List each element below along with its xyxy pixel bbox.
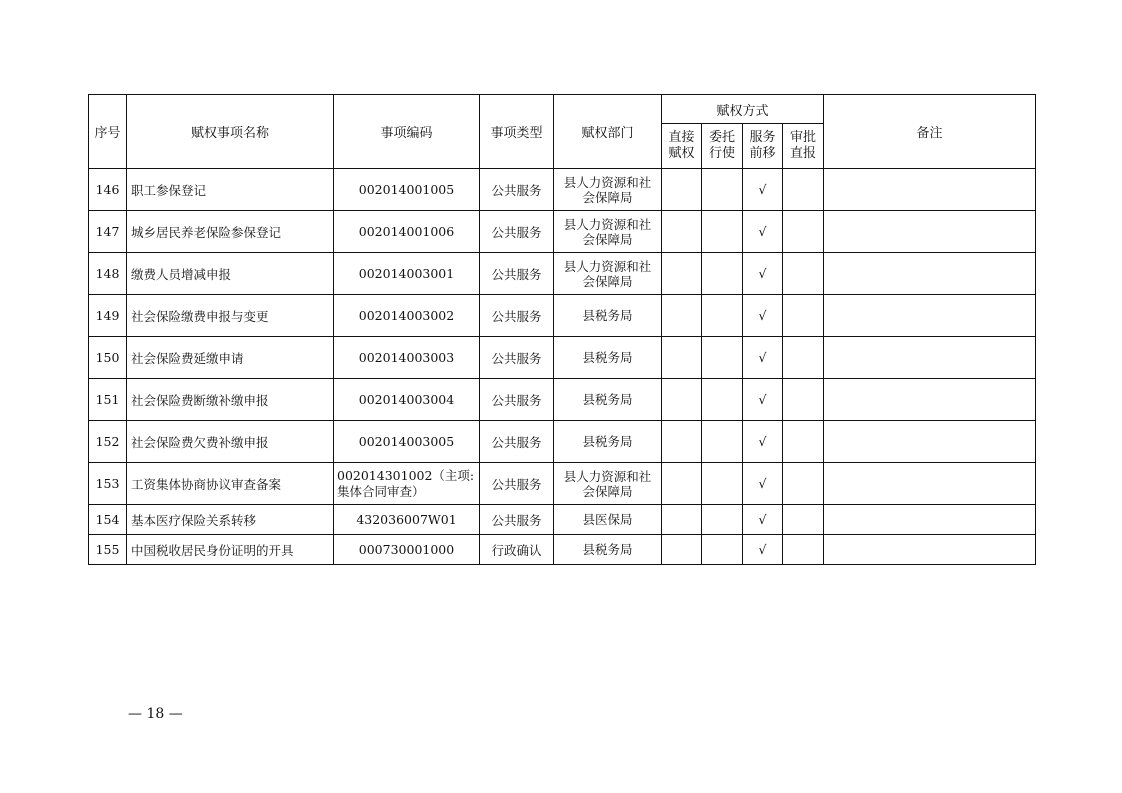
mode-mark <box>702 253 743 295</box>
header-mode: 赋权方式 <box>662 95 824 124</box>
mode-mark <box>783 295 824 337</box>
mode-mark: √ <box>743 253 783 295</box>
item-department: 县税务局 <box>554 337 662 379</box>
header-mode-sub: 审批 直报 <box>783 124 824 169</box>
item-note <box>824 535 1036 565</box>
item-type: 公共服务 <box>480 421 554 463</box>
item-note <box>824 211 1036 253</box>
mode-mark <box>662 535 702 565</box>
row-number: 149 <box>89 295 127 337</box>
item-department: 县税务局 <box>554 421 662 463</box>
mode-mark <box>662 379 702 421</box>
mode-mark <box>662 337 702 379</box>
item-code: 002014001006 <box>334 211 480 253</box>
item-department: 县人力资源和社 会保障局 <box>554 211 662 253</box>
mode-mark <box>662 253 702 295</box>
mode-mark <box>662 211 702 253</box>
item-type: 公共服务 <box>480 337 554 379</box>
item-type: 公共服务 <box>480 169 554 211</box>
item-code: 002014001005 <box>334 169 480 211</box>
mode-mark <box>783 253 824 295</box>
item-department: 县税务局 <box>554 295 662 337</box>
item-type: 公共服务 <box>480 253 554 295</box>
mode-mark <box>662 295 702 337</box>
item-code: 002014003002 <box>334 295 480 337</box>
page-number: — 18 — <box>128 706 183 722</box>
table-row <box>89 421 1036 463</box>
item-note <box>824 253 1036 295</box>
mode-mark <box>662 505 702 535</box>
row-number: 153 <box>89 463 127 505</box>
item-name: 社会保险费延缴申请 <box>127 337 334 379</box>
header-note: 备注 <box>824 95 1036 169</box>
item-type: 公共服务 <box>480 505 554 535</box>
mode-mark: √ <box>743 421 783 463</box>
mode-mark: √ <box>743 169 783 211</box>
mode-mark: √ <box>743 295 783 337</box>
row-number: 146 <box>89 169 127 211</box>
mode-mark <box>702 463 743 505</box>
mode-mark <box>783 337 824 379</box>
item-code: 000730001000 <box>334 535 480 565</box>
header-code: 事项编码 <box>334 95 480 169</box>
mode-mark <box>783 169 824 211</box>
item-department: 县税务局 <box>554 379 662 421</box>
mode-mark <box>783 379 824 421</box>
row-number: 150 <box>89 337 127 379</box>
mode-mark <box>662 169 702 211</box>
authorization-table <box>88 94 1036 565</box>
item-name: 中国税收居民身份证明的开具 <box>127 535 334 565</box>
item-type: 公共服务 <box>480 379 554 421</box>
mode-mark <box>702 535 743 565</box>
item-name: 缴费人员增减申报 <box>127 253 334 295</box>
item-type: 公共服务 <box>480 211 554 253</box>
mode-mark: √ <box>743 211 783 253</box>
mode-mark <box>702 295 743 337</box>
item-note <box>824 505 1036 535</box>
item-note <box>824 295 1036 337</box>
mode-mark <box>702 337 743 379</box>
item-name: 工资集体协商协议审查备案 <box>127 463 334 505</box>
item-type: 行政确认 <box>480 535 554 565</box>
table-row <box>89 379 1036 421</box>
mode-mark <box>702 169 743 211</box>
header-mode-sub: 服务 前移 <box>743 124 783 169</box>
item-department: 县人力资源和社 会保障局 <box>554 169 662 211</box>
row-number: 155 <box>89 535 127 565</box>
mode-mark <box>702 505 743 535</box>
mode-mark <box>783 421 824 463</box>
item-note <box>824 421 1036 463</box>
mode-mark: √ <box>743 379 783 421</box>
item-type: 公共服务 <box>480 295 554 337</box>
item-code: 002014003001 <box>334 253 480 295</box>
row-number: 147 <box>89 211 127 253</box>
header-mode-sub: 直接 赋权 <box>662 124 702 169</box>
item-name: 社会保险费欠费补缴申报 <box>127 421 334 463</box>
mode-mark <box>783 505 824 535</box>
mode-mark: √ <box>743 463 783 505</box>
item-code: 002014301002（主项: 集体合同审查） <box>334 463 480 505</box>
mode-mark <box>783 463 824 505</box>
table-row <box>89 211 1036 253</box>
header-type: 事项类型 <box>480 95 554 169</box>
row-number: 154 <box>89 505 127 535</box>
mode-mark: √ <box>743 535 783 565</box>
row-number: 152 <box>89 421 127 463</box>
item-note <box>824 379 1036 421</box>
header-name: 赋权事项名称 <box>127 95 334 169</box>
mode-mark <box>783 211 824 253</box>
table-row <box>89 505 1036 535</box>
table-row <box>89 253 1036 295</box>
table-row <box>89 463 1036 505</box>
mode-mark <box>662 463 702 505</box>
table-row <box>89 295 1036 337</box>
item-department: 县税务局 <box>554 535 662 565</box>
table-row <box>89 337 1036 379</box>
item-name: 城乡居民养老保险参保登记 <box>127 211 334 253</box>
item-code: 002014003004 <box>334 379 480 421</box>
header-mode-sub: 委托 行使 <box>702 124 743 169</box>
item-name: 基本医疗保险关系转移 <box>127 505 334 535</box>
item-note <box>824 463 1036 505</box>
item-note <box>824 169 1036 211</box>
item-note <box>824 337 1036 379</box>
item-code: 002014003005 <box>334 421 480 463</box>
header-dept: 赋权部门 <box>554 95 662 169</box>
item-department: 县医保局 <box>554 505 662 535</box>
header-no: 序号 <box>89 95 127 169</box>
item-name: 社会保险缴费申报与变更 <box>127 295 334 337</box>
item-department: 县人力资源和社 会保障局 <box>554 253 662 295</box>
table-row <box>89 169 1036 211</box>
row-number: 151 <box>89 379 127 421</box>
item-type: 公共服务 <box>480 463 554 505</box>
mode-mark: √ <box>743 505 783 535</box>
mode-mark <box>702 211 743 253</box>
item-code: 432036007W01 <box>334 505 480 535</box>
row-number: 148 <box>89 253 127 295</box>
item-name: 职工参保登记 <box>127 169 334 211</box>
mode-mark <box>662 421 702 463</box>
table-row <box>89 535 1036 565</box>
item-code: 002014003003 <box>334 337 480 379</box>
mode-mark <box>702 379 743 421</box>
item-department: 县人力资源和社 会保障局 <box>554 463 662 505</box>
mode-mark <box>702 421 743 463</box>
mode-mark <box>783 535 824 565</box>
item-name: 社会保险费断缴补缴申报 <box>127 379 334 421</box>
mode-mark: √ <box>743 337 783 379</box>
